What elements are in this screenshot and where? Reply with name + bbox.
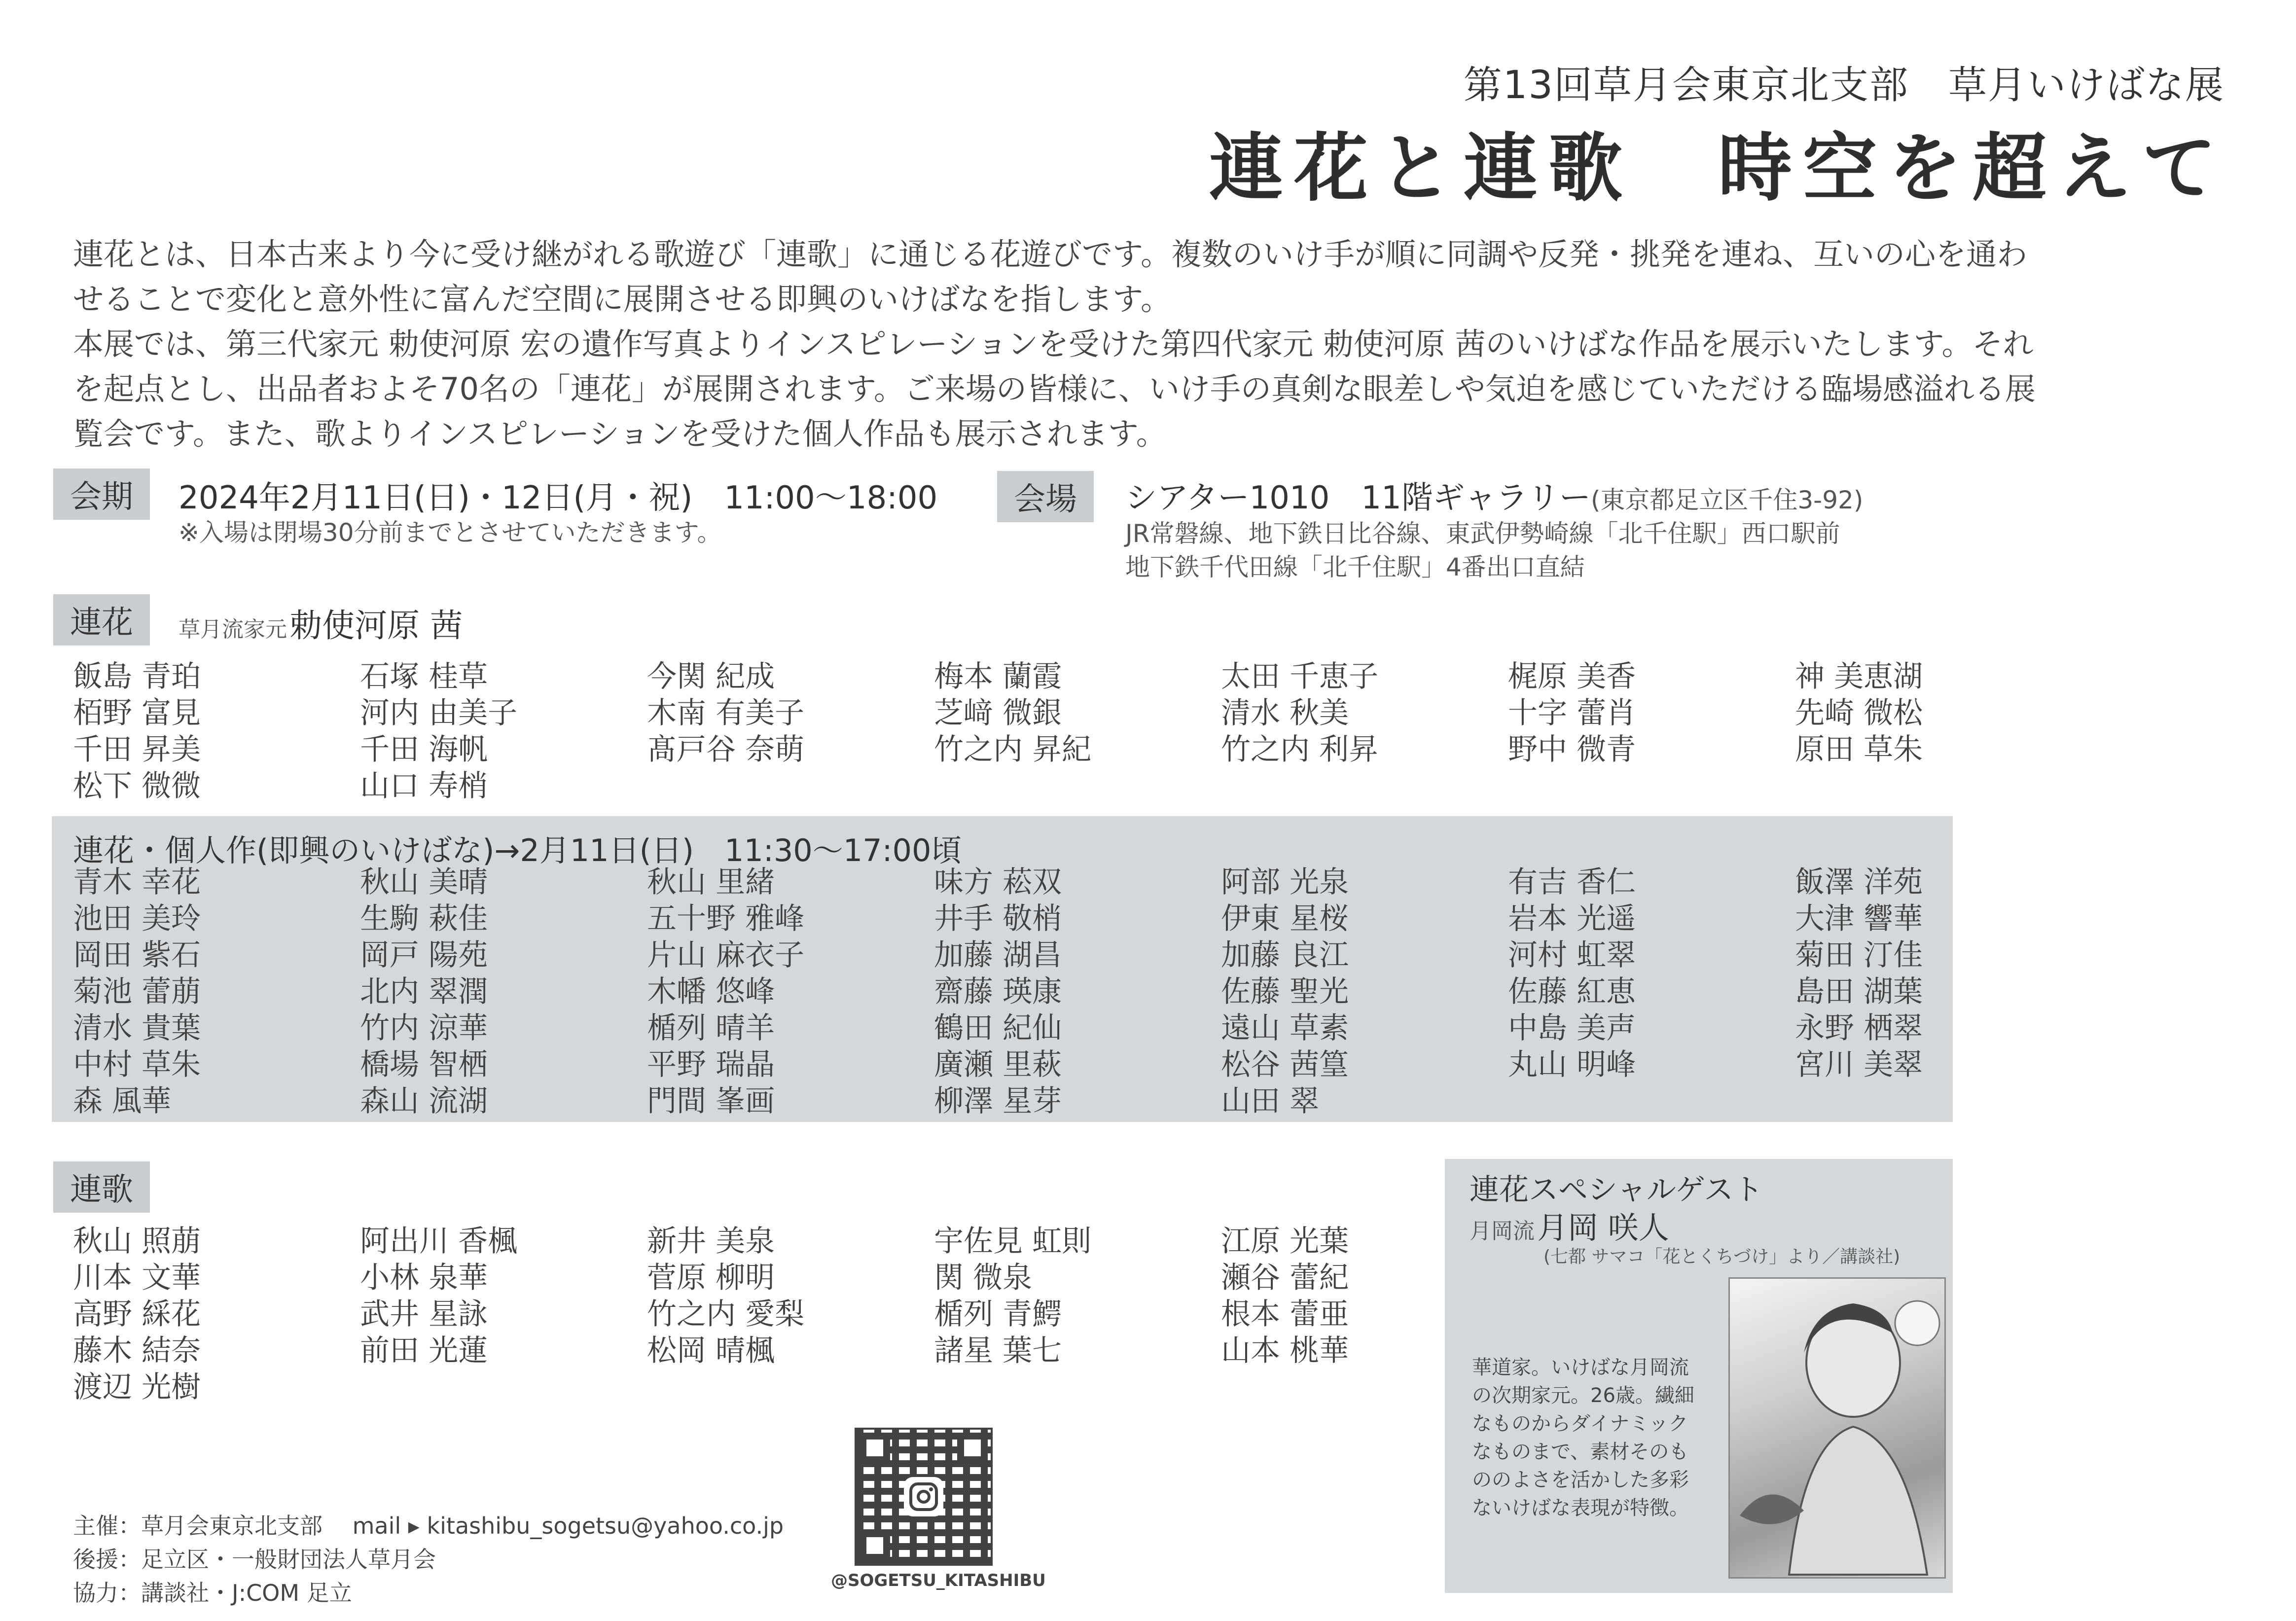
member-name: 梶原 美香: [1508, 659, 1636, 694]
renga-member-list: [73, 1223, 1508, 1405]
member-name: 竹之内 愛梨: [647, 1297, 805, 1332]
footer-organizer: 主催：草月会東京北支部 mail ▸ kitashibu_sogetsu@yahoo.co.jp: [73, 1513, 784, 1539]
member-name: 諸星 葉七: [934, 1333, 1062, 1368]
member-name: 廣瀬 里萩: [934, 1047, 1062, 1082]
venue-name: シアター1010 11階ギャラリー: [1125, 480, 1591, 516]
member-name: 岩本 光遥: [1508, 901, 1636, 936]
member-name: 池田 美玲: [73, 901, 201, 936]
instagram-handle[interactable]: @SOGETSU_KITASHIBU: [831, 1571, 1046, 1590]
member-name: 阿部 光泉: [1221, 865, 1349, 900]
member-name: 竹之内 昇紀: [934, 732, 1092, 767]
member-name: 原田 草朱: [1795, 732, 1923, 767]
member-name: 岡田 紫石: [73, 938, 201, 973]
member-name: 高野 綵花: [73, 1297, 201, 1332]
guest-description-line: の次期家元。26歳。繊細: [1472, 1384, 1694, 1407]
member-name: 橋場 智栖: [360, 1047, 488, 1082]
member-name: 江原 光葉: [1221, 1224, 1349, 1259]
intro-text: [73, 232, 2045, 456]
member-name: 今関 紀成: [647, 659, 775, 694]
member-name: 遠山 草素: [1221, 1011, 1349, 1045]
member-name: 柳澤 星芽: [934, 1084, 1062, 1118]
period-label: 会期: [53, 468, 150, 520]
member-name: 岡戸 陽苑: [360, 938, 488, 973]
member-name: 森 風華: [73, 1084, 172, 1118]
member-name: 小林 泉華: [360, 1261, 488, 1295]
member-name: 佐藤 聖光: [1221, 974, 1349, 1009]
guest-school: 月岡流: [1470, 1219, 1535, 1244]
member-name: 永野 栖翠: [1795, 1011, 1923, 1045]
member-name: 竹之内 利昇: [1221, 732, 1379, 767]
member-name: 根本 蕾亜: [1221, 1297, 1349, 1332]
member-name: 清水 貴葉: [73, 1011, 201, 1045]
member-name: 北内 翠潤: [360, 974, 488, 1009]
venue-access-2: 地下鉄千代田線「北千住駅」4番出口直結: [1125, 553, 1585, 581]
member-name: 菊池 蕾萠: [73, 974, 201, 1009]
member-name: 瀬谷 蕾紀: [1221, 1261, 1349, 1295]
member-name: 山田 翠: [1221, 1084, 1320, 1118]
member-name: 前田 光蓮: [360, 1333, 488, 1368]
member-name: 井手 敬梢: [934, 901, 1062, 936]
instagram-icon: [904, 1477, 943, 1516]
member-name: 新井 美泉: [647, 1224, 775, 1259]
member-name: 関 微泉: [934, 1261, 1033, 1295]
footer-cooperation: 協力：講談社・J:COM 足立: [73, 1580, 352, 1606]
guest-name-row: [1470, 1203, 1669, 1247]
member-name: 芝﨑 微銀: [934, 696, 1062, 730]
intro-paragraph-1: 連花とは、日本古来より今に受け継がれる歌遊び「連歌」に通じる花遊びです。複数のいけ手が順に同調や反発・挑発を連ね、互いの心を通わせることで変化と意外性に富んだ空間に展開させる即興のいけばなを指します。: [73, 236, 2028, 317]
member-name: 伊東 星桜: [1221, 901, 1349, 936]
guest-portrait-illustration: [1728, 1277, 1946, 1579]
exhibition-subtitle: 第13回草月会東京北支部 草月いけばな展: [1463, 63, 2224, 108]
period-dates: 2024年2月11日(日)・12日(月・祝) 11:00〜18:00: [179, 480, 938, 516]
guest-description-line: ないけばな表現が特徴。: [1472, 1497, 1689, 1519]
member-name: 梅本 蘭霞: [934, 659, 1062, 694]
individual-member-list: [73, 864, 2082, 1119]
portrait-sketch: [1730, 1279, 1944, 1577]
venue-label: 会場: [997, 471, 1094, 522]
member-name: 楯列 青鰐: [934, 1297, 1062, 1332]
footer-support: 後援：足立区・一般財団法人草月会: [73, 1546, 436, 1573]
member-name: 大津 響華: [1795, 901, 1923, 936]
member-name: 中島 美声: [1508, 1011, 1636, 1045]
guest-description-line: ののよさを活かした多彩: [1472, 1469, 1689, 1491]
footer: [73, 1509, 784, 1610]
member-name: 平野 瑞晶: [647, 1047, 775, 1082]
member-name: 河村 虹翠: [1508, 938, 1636, 973]
guest-description-line: なものからダイナミック: [1472, 1412, 1688, 1435]
member-name: 齋藤 瑛康: [934, 974, 1062, 1009]
member-name: 木幡 悠峰: [647, 974, 775, 1009]
member-name: 先崎 微松: [1795, 696, 1923, 730]
member-name: 石塚 桂草: [360, 659, 488, 694]
member-name: 加藤 湖昌: [934, 938, 1062, 973]
member-name: 十字 蕾肖: [1508, 696, 1636, 730]
member-name: 千田 昇美: [73, 732, 201, 767]
member-name: 野中 微青: [1508, 732, 1636, 767]
member-name: 秋山 里緒: [647, 865, 775, 900]
member-name: 千田 海帆: [360, 732, 488, 767]
member-name: 山本 桃華: [1221, 1333, 1349, 1368]
member-name: 飯澤 洋苑: [1795, 865, 1923, 900]
member-name: 楯列 晴羊: [647, 1011, 775, 1045]
member-name: 島田 湖葉: [1795, 974, 1923, 1009]
member-name: 森山 流湖: [360, 1084, 488, 1118]
member-name: 秋山 美晴: [360, 865, 488, 900]
member-name: 山口 寿梢: [360, 769, 488, 803]
member-name: 木南 有美子: [647, 696, 805, 730]
guest-name: 月岡 咲人: [1537, 1210, 1669, 1246]
member-name: 河内 由美子: [360, 696, 518, 730]
member-name: 佐藤 紅恵: [1508, 974, 1636, 1009]
headmaster: [179, 599, 463, 646]
member-name: 菊田 汀佳: [1795, 938, 1923, 973]
member-name: 宮川 美翠: [1795, 1047, 1923, 1082]
guest-description: [1472, 1354, 1694, 1522]
member-name: 生駒 萩佳: [360, 901, 488, 936]
member-name: 門間 峯画: [647, 1084, 775, 1118]
guest-credit: (七都 サマコ「花とくちづけ」より／講談社): [1543, 1247, 1901, 1267]
venue-address: (東京都足立区千住3-92): [1590, 486, 1864, 514]
renka-member-list: [73, 658, 2082, 804]
renka-label: 連花: [53, 594, 150, 646]
member-name: 川本 文華: [73, 1261, 201, 1295]
member-name: 松下 微微: [73, 769, 201, 803]
member-name: 渡辺 光樹: [73, 1370, 201, 1405]
individual-works-heading: 連花・個人作(即興のいけばな)→2月11日(日) 11:30〜17:00頃: [73, 832, 962, 868]
member-name: 髙戸谷 奈萌: [647, 732, 805, 767]
member-name: 片山 麻衣子: [647, 938, 805, 973]
member-name: 清水 秋美: [1221, 696, 1349, 730]
member-name: 中村 草朱: [73, 1047, 201, 1082]
headmaster-name: 勅使河原 茜: [289, 607, 463, 645]
member-name: 竹内 涼華: [360, 1011, 488, 1045]
member-name: 松岡 晴楓: [647, 1333, 775, 1368]
member-name: 武井 星詠: [360, 1297, 488, 1332]
period-note: ※入場は閉場30分前までとさせていただきます。: [179, 518, 722, 547]
member-name: 栢野 富見: [73, 696, 201, 730]
renga-label: 連歌: [53, 1161, 150, 1213]
member-name: 有吉 香仁: [1508, 865, 1636, 900]
guest-heading: 連花スペシャルゲスト: [1470, 1173, 1763, 1207]
member-name: 五十野 雅峰: [647, 901, 805, 936]
intro-paragraph-2: 本展では、第三代家元 勅使河原 宏の遺作写真よりインスピレーションを受けた第四代家元 勅使河原 茜のいけばな作品を展示いたします。それを起点とし、出品者およそ70名の「連花」が展開されます。ご来場の皆様に、いけ手の真剣な眼差しや気迫を感じていただける臨場感溢れる展覧会です。また、歌よりインスピレーションを受けた個人作品も展示されます。: [73, 326, 2036, 452]
exhibition-title: 連花と連歌 時空を超えて: [1209, 126, 2227, 212]
venue-info: [1125, 472, 1863, 518]
qr-code[interactable]: [855, 1428, 993, 1566]
member-name: 宇佐見 虹則: [934, 1224, 1092, 1259]
member-name: 鶴田 紀仙: [934, 1011, 1062, 1045]
member-name: 藤木 結奈: [73, 1333, 201, 1368]
member-name: 太田 千恵子: [1221, 659, 1379, 694]
member-name: 菅原 柳明: [647, 1261, 775, 1295]
member-name: 神 美恵湖: [1795, 659, 1923, 694]
member-name: 飯島 青珀: [73, 659, 201, 694]
member-name: 松谷 茜篁: [1221, 1047, 1349, 1082]
member-name: 青木 幸花: [73, 865, 201, 900]
guest-description-line: なものまで、素材そのも: [1472, 1441, 1689, 1463]
member-name: 加藤 良江: [1221, 938, 1349, 973]
member-name: 阿出川 香楓: [360, 1224, 518, 1259]
headmaster-title: 草月流家元: [179, 617, 287, 642]
member-name: 丸山 明峰: [1508, 1047, 1636, 1082]
guest-description-line: 華道家。いけばな月岡流: [1472, 1356, 1689, 1379]
venue-access-1: JR常磐線、地下鉄日比谷線、東武伊勢崎線「北千住駅」西口駅前: [1125, 519, 1840, 548]
member-name: 秋山 照萠: [73, 1224, 201, 1259]
member-name: 味方 菘双: [934, 865, 1062, 900]
